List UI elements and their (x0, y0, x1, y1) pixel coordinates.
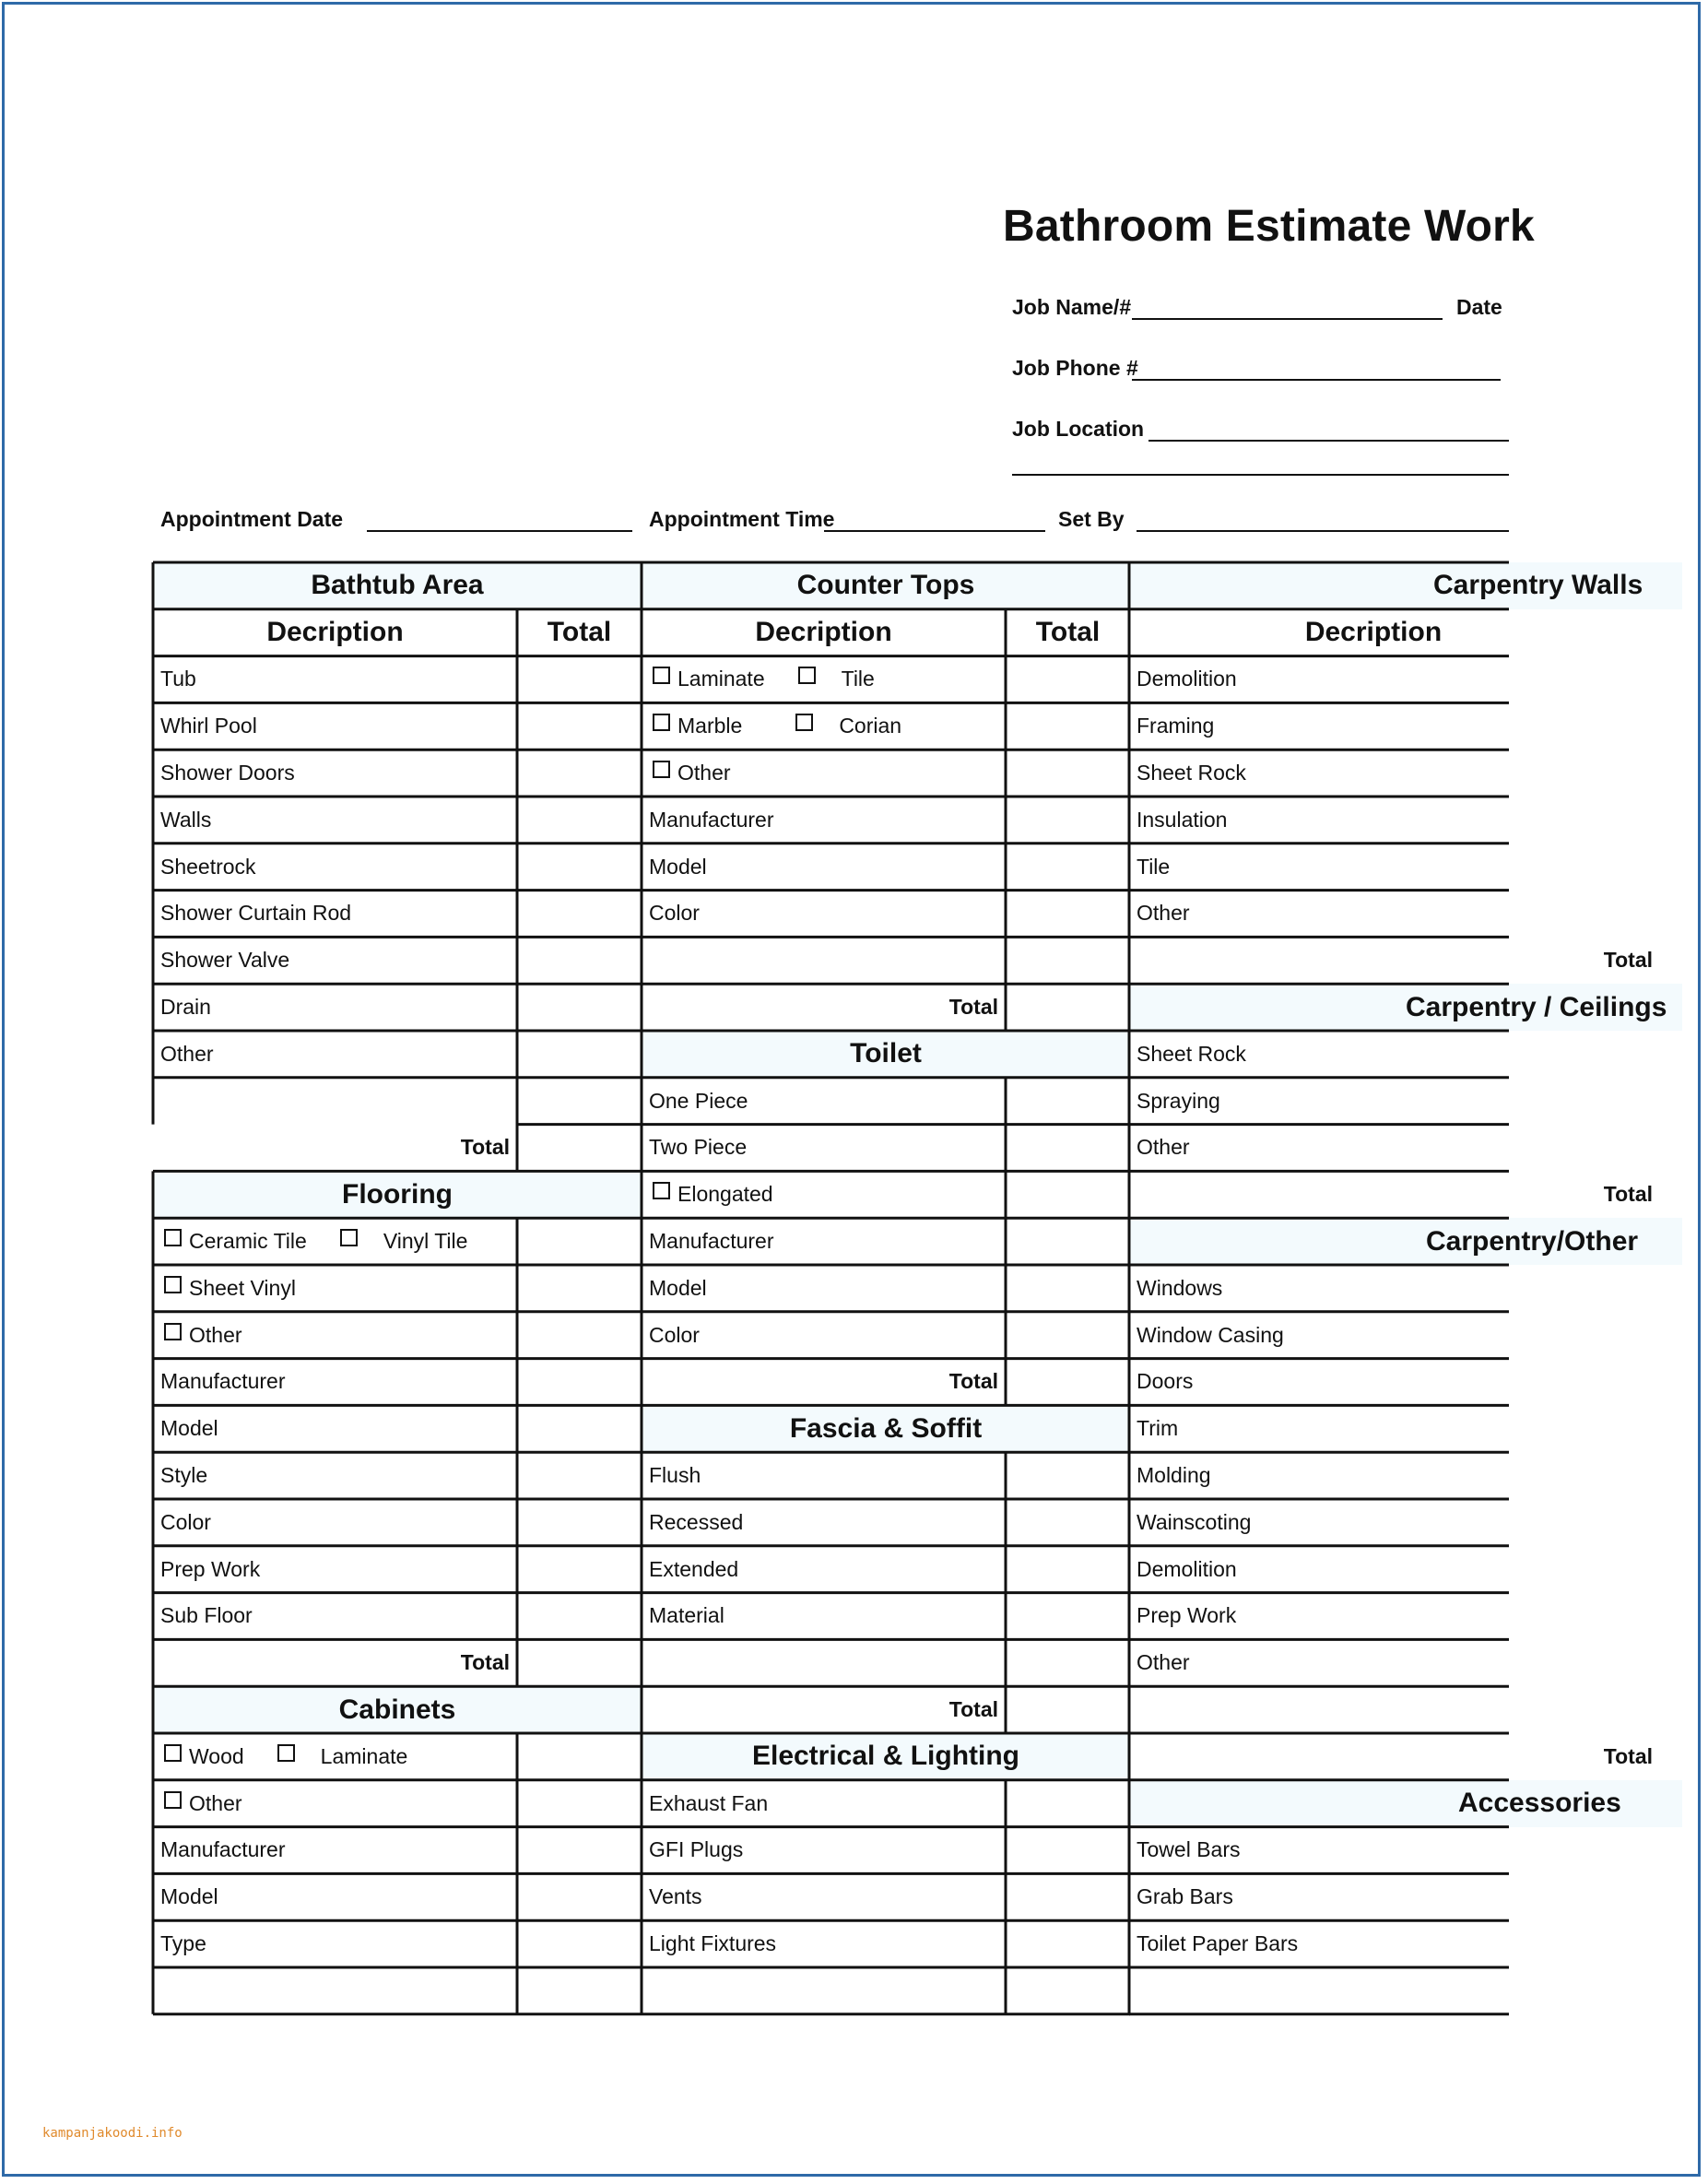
option-row (153, 1265, 517, 1312)
section-title-flooring: Flooring (153, 1171, 642, 1218)
option-label: Wood (189, 1743, 244, 1768)
table-row-label: Vents (649, 1884, 702, 1909)
total-input[interactable] (1006, 1920, 1130, 1967)
checkbox-vinyl-tile[interactable] (340, 1229, 358, 1246)
option-row (153, 1733, 517, 1780)
column-header-description: Decription (266, 617, 404, 648)
table-row-label[interactable]: Toilet Paper Bars (1137, 1931, 1299, 1956)
total-input[interactable] (517, 984, 642, 1031)
total-input[interactable] (517, 844, 642, 891)
total-input[interactable] (517, 1312, 642, 1359)
checkbox-wood[interactable] (164, 1744, 182, 1762)
table-row-label[interactable]: Wainscoting (1137, 1509, 1252, 1534)
total-input[interactable] (1006, 1359, 1130, 1406)
table-row-label: Other (160, 1041, 214, 1066)
option-row (642, 656, 1006, 703)
table-row-label[interactable]: Framing (1137, 714, 1215, 738)
checkbox-other[interactable] (653, 761, 670, 778)
checkbox-tile[interactable] (798, 667, 816, 684)
table-row-label: Drain (160, 995, 211, 1020)
total-input[interactable] (517, 1031, 642, 1078)
total-label: Total (1603, 948, 1653, 973)
job-name-field[interactable] (1132, 318, 1443, 320)
total-label: Total (1603, 1743, 1653, 1768)
appointment-time-label: Appointment Time (649, 507, 835, 531)
page-title: Bathroom Estimate Work (1003, 202, 1535, 251)
table-row-label[interactable]: Windows (1137, 1275, 1223, 1300)
table-row-label: Manufacturer (649, 1229, 774, 1254)
option-row (642, 750, 1006, 797)
table-row-label[interactable]: Tile (1137, 854, 1171, 879)
section-title-carpentry-other: Carpentry/Other (1129, 1218, 1682, 1265)
job-location-field-line2[interactable] (1012, 474, 1509, 476)
table-row-label: Shower Curtain Rod (160, 901, 352, 926)
table-row-label[interactable]: Trim (1137, 1416, 1179, 1441)
table-row-label: GFI Plugs (649, 1837, 744, 1862)
table-row-label[interactable]: Prep Work (1137, 1603, 1237, 1628)
table-row-label: Manufacturer (649, 807, 774, 832)
total-input[interactable] (1006, 984, 1130, 1031)
table-row-label: Material (649, 1603, 724, 1628)
option-label: Other (677, 761, 731, 785)
total-input[interactable] (1006, 750, 1130, 797)
table-row-label[interactable]: Doors (1137, 1369, 1194, 1394)
table-row-label: Exhaust Fan (649, 1790, 769, 1815)
total-input[interactable] (517, 1593, 642, 1640)
job-phone-label: Job Phone # (1012, 356, 1138, 380)
option-label: Vinyl Tile (383, 1229, 468, 1254)
total-input[interactable] (517, 1546, 642, 1593)
total-input[interactable] (517, 1639, 642, 1686)
total-label: Total (460, 1135, 510, 1160)
total-input[interactable] (1006, 656, 1130, 703)
total-input[interactable] (1006, 1686, 1130, 1733)
section-title-counter-tops: Counter Tops (642, 562, 1130, 609)
set-by-field[interactable] (1137, 530, 1509, 532)
section-title-cabinets: Cabinets (153, 1686, 642, 1733)
table-row-label: Shower Valve (160, 948, 290, 973)
total-label: Total (948, 1369, 998, 1394)
total-input[interactable] (517, 656, 642, 703)
total-input[interactable] (1006, 937, 1130, 984)
section-title-bathtub: Bathtub Area (153, 562, 642, 609)
table-row-label: Light Fixtures (649, 1931, 777, 1956)
option-label: Other (189, 1322, 242, 1347)
total-input[interactable] (517, 891, 642, 938)
total-input[interactable] (1006, 1593, 1130, 1640)
table-row-label: Style (160, 1463, 208, 1488)
job-phone-field[interactable] (1132, 379, 1501, 381)
checkbox-other[interactable] (164, 1323, 182, 1340)
checkbox-marble[interactable] (653, 714, 670, 731)
total-input[interactable] (1006, 1546, 1130, 1593)
table-row-label: Whirl Pool (160, 714, 257, 738)
option-row (153, 1312, 517, 1359)
table-row-label[interactable]: Demolition (1137, 1556, 1237, 1581)
total-input[interactable] (517, 1265, 642, 1312)
checkbox-elongated[interactable] (653, 1182, 670, 1199)
total-input[interactable] (1006, 1265, 1130, 1312)
total-input[interactable] (517, 1078, 642, 1125)
column-header-total: Total (1035, 617, 1101, 648)
checkbox-sheet-vinyl[interactable] (164, 1276, 182, 1293)
checkbox-laminate[interactable] (653, 667, 670, 684)
section-title-carpentry-ceilings: Carpentry / Ceilings (1129, 984, 1682, 1031)
checkbox-ceramic-tile[interactable] (164, 1229, 182, 1246)
table-row-label: Model (160, 1416, 218, 1441)
checkbox-other[interactable] (164, 1791, 182, 1809)
option-row (153, 1218, 517, 1265)
total-input[interactable] (1006, 1827, 1130, 1874)
column-header-description: Decription (755, 617, 892, 648)
total-input[interactable] (1006, 1780, 1130, 1827)
table-row-label: Model (160, 1884, 218, 1909)
table-row-label: Manufacturer (160, 1369, 286, 1394)
option-label: Elongated (677, 1182, 773, 1207)
table-row-label: Walls (160, 807, 212, 832)
appointment-date-field[interactable] (367, 530, 632, 532)
table-row-label[interactable]: Spraying (1137, 1088, 1220, 1113)
total-input[interactable] (517, 1733, 642, 1780)
table-row-label[interactable]: Other (1137, 1650, 1190, 1675)
table-row-label[interactable]: Other (1137, 1135, 1190, 1160)
table-row-label[interactable]: Insulation (1137, 807, 1228, 832)
table-row-label[interactable]: Towel Bars (1137, 1837, 1241, 1862)
column-header-total: Total (547, 617, 612, 648)
total-input[interactable] (517, 1827, 642, 1874)
checkbox-corian[interactable] (795, 714, 813, 731)
job-location-field[interactable] (1148, 440, 1509, 442)
total-input[interactable] (1006, 844, 1130, 891)
option-label: Corian (839, 714, 902, 738)
column-header-description: Decription (1304, 617, 1443, 648)
total-input[interactable] (517, 702, 642, 750)
table-row-label: Color (649, 1322, 700, 1347)
table-row-label: Shower Doors (160, 761, 295, 785)
option-label: Marble (677, 714, 743, 738)
total-input[interactable] (517, 1125, 642, 1172)
total-input[interactable] (1006, 1312, 1130, 1359)
table-row-label (153, 1078, 517, 1125)
section-title-accessories: Accessories (1129, 1780, 1682, 1827)
total-input[interactable] (1006, 1078, 1130, 1125)
table-row-label[interactable]: Grab Bars (1137, 1884, 1233, 1909)
job-location-label: Job Location (1012, 417, 1145, 441)
option-row (153, 1780, 517, 1827)
table-row-label: One Piece (649, 1088, 748, 1113)
checkbox-laminate[interactable] (277, 1744, 295, 1762)
table-row-label[interactable]: Other (1137, 901, 1190, 926)
appointment-time-field[interactable] (824, 530, 1045, 532)
total-input[interactable] (517, 1499, 642, 1546)
total-input[interactable] (517, 1359, 642, 1406)
table-row-label: Type (160, 1931, 206, 1956)
total-input[interactable] (517, 1452, 642, 1499)
table-row-label: Model (649, 854, 707, 879)
watermark-text: kampanjakoodi.info (42, 2126, 183, 2141)
total-input[interactable] (517, 937, 642, 984)
total-input[interactable] (1006, 702, 1130, 750)
total-input[interactable] (517, 1405, 642, 1452)
table-row-label: Recessed (649, 1509, 744, 1534)
total-input[interactable] (1006, 1873, 1130, 1920)
total-input[interactable] (1006, 797, 1130, 844)
option-label: Tile (841, 667, 875, 691)
table-row-label: Tub (160, 667, 196, 691)
option-label: Other (189, 1790, 242, 1815)
set-by-label: Set By (1058, 507, 1125, 531)
table-row-label: Color (649, 901, 700, 926)
appointment-date-label: Appointment Date (160, 507, 344, 531)
total-label: Total (948, 1697, 998, 1722)
total-input[interactable] (1006, 891, 1130, 938)
section-title-toilet: Toilet (642, 1031, 1130, 1078)
table-row-label: Sub Floor (160, 1603, 253, 1628)
option-row (642, 702, 1006, 750)
table-row-label: Prep Work (160, 1556, 261, 1581)
table-row-label: Flush (649, 1463, 701, 1488)
table-row-label[interactable]: Sheet Rock (1137, 1041, 1246, 1066)
total-input[interactable] (517, 797, 642, 844)
table-row-label[interactable]: Sheet Rock (1137, 761, 1246, 785)
total-input[interactable] (1006, 1499, 1130, 1546)
table-row-label[interactable]: Molding (1137, 1463, 1211, 1488)
table-row-label[interactable] (1129, 1686, 1682, 1733)
option-label: Laminate (677, 667, 765, 691)
total-label: Total (460, 1650, 510, 1675)
option-label: Laminate (320, 1743, 408, 1768)
total-input[interactable] (1006, 1125, 1130, 1172)
table-row-label: Color (160, 1509, 211, 1534)
total-input[interactable] (517, 1218, 642, 1265)
total-input[interactable] (517, 1873, 642, 1920)
total-input[interactable] (517, 750, 642, 797)
table-row-label: Manufacturer (160, 1837, 286, 1862)
table-row-label (642, 937, 1006, 984)
table-row-label: Extended (649, 1556, 739, 1581)
total-input[interactable] (1006, 1171, 1130, 1218)
table-row-label: Sheetrock (160, 854, 256, 879)
table-row-label[interactable]: Window Casing (1137, 1322, 1284, 1347)
section-title-fascia-soffit: Fascia & Soffit (642, 1405, 1130, 1452)
section-title-carpentry-walls: Carpentry Walls (1129, 562, 1682, 609)
option-label: Ceramic Tile (189, 1229, 307, 1254)
table-row-label (642, 1639, 1006, 1686)
total-label: Total (948, 995, 998, 1020)
total-input[interactable] (1006, 1452, 1130, 1499)
total-input[interactable] (1006, 1218, 1130, 1265)
table-row-label[interactable]: Demolition (1137, 667, 1237, 691)
job-name-label: Job Name/# (1012, 295, 1132, 319)
total-input[interactable] (517, 1780, 642, 1827)
table-row-label: Model (649, 1275, 707, 1300)
total-input[interactable] (517, 1920, 642, 1967)
option-row (642, 1171, 1006, 1218)
total-label: Total (1603, 1182, 1653, 1207)
table-row-label: Two Piece (649, 1135, 748, 1160)
section-title-electrical: Electrical & Lighting (642, 1733, 1130, 1780)
date-label: Date (1456, 295, 1502, 319)
total-input[interactable] (1006, 1639, 1130, 1686)
option-label: Sheet Vinyl (189, 1275, 296, 1300)
